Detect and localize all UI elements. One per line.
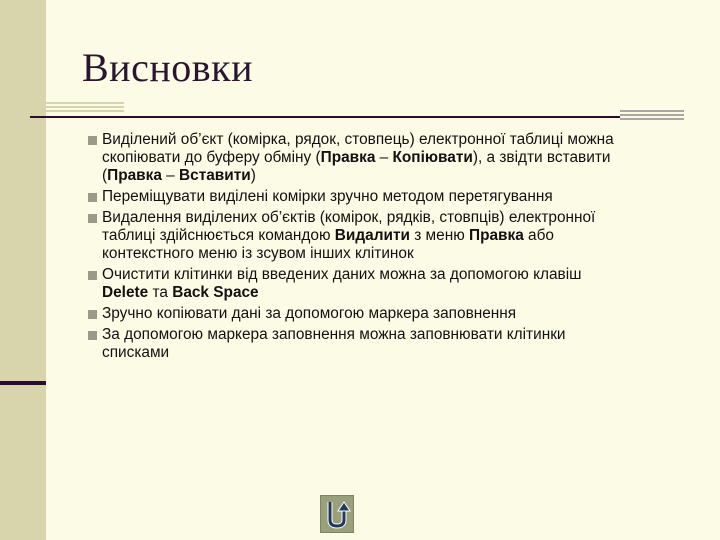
bullet-square-icon: [88, 271, 97, 280]
bullet-item: [88, 209, 628, 263]
bullet-text: Зручно копіювати дані за допомогою маркера заповнення: [102, 305, 517, 322]
slide-title: Висновки: [82, 45, 253, 90]
bullet-bold-text: Вставити: [179, 167, 251, 184]
bullet-item: [88, 266, 628, 302]
bullet-square-icon: [88, 310, 97, 319]
title-stripe-right: [620, 110, 684, 122]
bullet-text: Видалення виділених об’єктів (комірок, рядків, стовпців) електронної таблиці здійснюється командою: [102, 209, 596, 244]
bullet-text: За допомогою маркера заповнення можна заповнювати клітинки списками: [102, 326, 566, 361]
bullet-item: [88, 326, 628, 362]
bullet-text: –: [161, 167, 180, 184]
bullet-list: [88, 131, 628, 365]
bullet-bold-text: Копіювати: [392, 149, 473, 166]
bullet-text: Виділений об’єкт (комірка, рядок, стовпець) електронної таблиці можна скопіювати до буферу обміну (: [102, 131, 614, 166]
bullet-square-icon: [88, 193, 97, 202]
bullet-square-icon: [88, 214, 97, 223]
bullet-item: [88, 131, 628, 185]
bullet-text: Переміщувати виділені комірки зручно методом перетягування: [102, 188, 553, 205]
bullet-bold-text: Видалити: [334, 227, 410, 244]
left-bar-accent: [0, 381, 46, 385]
bullet-text: –: [375, 149, 393, 166]
bullet-text: або контекстного меню із зсувом інших клітинок: [102, 227, 554, 262]
left-decorative-bar: [0, 0, 46, 540]
return-arrow-icon: [321, 496, 353, 532]
bullet-item: [88, 305, 628, 323]
title-stripe-left: [46, 102, 124, 114]
bullet-bold-text: Delete: [102, 284, 149, 301]
bullet-text: з меню: [409, 227, 470, 244]
bullet-bold-text: Правка: [107, 167, 162, 184]
bullet-text: та: [148, 284, 173, 301]
bullet-bold-text: Правка: [320, 149, 376, 166]
bullet-item: [88, 188, 628, 206]
title-underline: [30, 116, 620, 118]
back-button[interactable]: [320, 495, 354, 533]
bullet-text: Очистити клітинки від введених даних можна за допомогою клавіш: [102, 266, 582, 283]
bullet-text: ), а звідти вставити (: [102, 149, 611, 184]
bullet-square-icon: [88, 331, 97, 340]
bullet-bold-text: Back Space: [172, 284, 259, 301]
bullet-square-icon: [88, 136, 97, 145]
bullet-text: ): [250, 167, 256, 184]
bullet-bold-text: Правка: [469, 227, 524, 244]
